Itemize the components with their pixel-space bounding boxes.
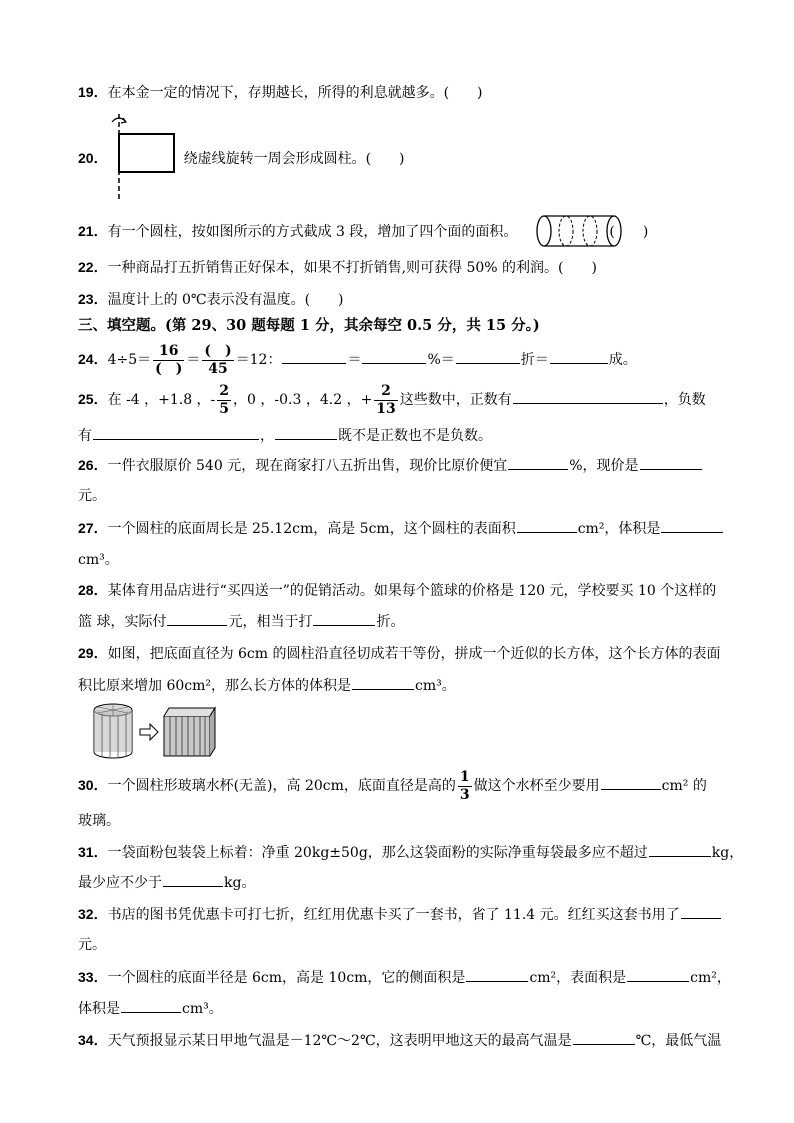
ratio-text: ＝12： <box>235 352 282 368</box>
question-text: 最少应不少于 <box>78 875 162 891</box>
question-text: 元，相当于打 <box>228 614 313 630</box>
question-22 <box>78 257 744 278</box>
question-text: 有一个圆柱，按如图所示的方式截成 3 段，增加了四个面的面积。 <box>107 224 518 240</box>
fraction-numerator: 1 <box>459 768 470 785</box>
question-30 <box>78 768 744 804</box>
question-24 <box>78 342 744 378</box>
question-number: 23． <box>78 291 108 307</box>
answer-blank[interactable] <box>681 904 721 919</box>
equals-sign: ＝ <box>186 352 201 368</box>
question-text: kg， <box>711 845 744 861</box>
question-25 <box>78 382 744 418</box>
question-text: 折。 <box>376 614 405 630</box>
question-text: 这些数中，正数有 <box>399 392 512 408</box>
fraction-numerator: 2 <box>374 383 397 401</box>
question-31-line2 <box>78 872 744 893</box>
question-number: 21． <box>78 223 108 239</box>
question-number: 22． <box>78 259 108 275</box>
question-number: 30． <box>78 777 108 793</box>
question-text: 如图，把底面直径为 6cm 的圆柱沿直径切成若干等份，拼成一个近似的长方体，这个长方体的表面 <box>107 646 721 662</box>
question-text: 绕虚线旋转一周会形成圆柱。( ) <box>183 151 405 167</box>
question-number: 32． <box>78 906 108 922</box>
cut-cylinder-figure <box>536 214 622 248</box>
question-text: 一件衣服原价 540 元，现在商家打八五折出售，现价比原价便宜 <box>107 458 508 474</box>
question-text: cm³。 <box>182 1001 223 1017</box>
answer-blank[interactable] <box>661 518 723 533</box>
fraction-2 <box>374 383 397 418</box>
fraction-denominator: 3 <box>459 786 470 803</box>
answer-blank[interactable] <box>121 998 181 1013</box>
question-text: ， <box>260 428 274 444</box>
question-text: 一个圆柱的底面半径是 6cm，高是 10cm，它的侧面积是 <box>107 970 466 986</box>
expression-lead: 4÷5＝ <box>107 352 152 368</box>
question-text: 积比原来增加 60cm²，那么长方体的体积是 <box>78 678 351 694</box>
answer-blank[interactable] <box>456 349 520 364</box>
question-27-line2 <box>78 550 744 570</box>
question-27 <box>78 518 744 539</box>
fraction-denominator: 45 <box>208 360 228 377</box>
question-number: 29． <box>78 645 108 661</box>
answer-blank[interactable] <box>508 455 568 470</box>
question-text: 一袋面粉包装袋上标着：净重 20kg±50g，那么这袋面粉的实际净重每袋最多应不超过 <box>107 845 648 861</box>
answer-paren: ( ) <box>609 224 649 240</box>
question-text: cm²，表面积是 <box>529 970 627 986</box>
question-number: 25． <box>78 391 108 407</box>
discount-text: 折＝ <box>520 352 549 368</box>
fraction-denominator: ( ) <box>155 360 183 377</box>
question-text: kg。 <box>224 875 256 891</box>
question-text: 既不是正数也不是负数。 <box>338 428 492 444</box>
question-28-line2 <box>78 611 744 632</box>
answer-blank[interactable] <box>167 611 227 626</box>
answer-blank[interactable] <box>313 611 375 626</box>
question-text: cm²， <box>690 970 731 986</box>
answer-blank[interactable] <box>601 775 661 790</box>
fraction-2 <box>202 343 233 378</box>
answer-blank[interactable] <box>649 842 711 857</box>
question-28 <box>78 580 744 601</box>
question-text: ℃，最低气温 <box>635 1033 722 1049</box>
question-text: ，负数 <box>663 392 706 408</box>
question-text: 玻璃。 <box>78 813 120 829</box>
question-21 <box>78 221 744 242</box>
tenths-text: 成。 <box>608 352 637 368</box>
answer-blank[interactable] <box>513 389 663 404</box>
fraction-numerator: 2 <box>219 382 230 399</box>
number-list-a: 在 -4 ，+1.8 ，- <box>107 392 216 408</box>
question-text: 在本金一定的情况下，存期越长，所得的利息就越多。( ) <box>107 85 483 101</box>
question-text: 做这个水杯至少要用 <box>473 778 600 794</box>
fraction-denominator: 13 <box>376 400 396 417</box>
question-text: cm²，体积是 <box>577 521 661 537</box>
question-text: 一个圆柱形玻璃水杯(无盖)，高 20cm，底面直径是高的 <box>107 778 456 794</box>
number-list-b: ，0 ，-0.3 ，4.2 ，+ <box>233 392 373 408</box>
question-29-line2 <box>78 675 744 696</box>
question-32-line2 <box>78 935 744 955</box>
question-number: 31． <box>78 844 108 860</box>
question-number: 26． <box>78 457 108 473</box>
question-number: 28． <box>78 582 108 598</box>
answer-blank[interactable] <box>352 675 414 690</box>
question-33 <box>78 967 744 988</box>
question-26 <box>78 455 744 476</box>
answer-blank[interactable] <box>275 425 337 440</box>
question-text: 元。 <box>78 937 106 953</box>
question-32 <box>78 904 744 925</box>
question-text: 有 <box>78 428 92 444</box>
equals-sign: ＝ <box>347 352 362 368</box>
question-text: cm³。 <box>415 678 456 694</box>
answer-blank[interactable] <box>550 349 608 364</box>
question-31 <box>78 842 744 863</box>
fraction-denominator: 5 <box>219 400 230 417</box>
question-number: 19． <box>78 84 108 100</box>
question-34 <box>78 1030 744 1051</box>
answer-blank[interactable] <box>517 518 577 533</box>
answer-blank[interactable] <box>93 425 259 440</box>
question-number: 34． <box>78 1032 108 1048</box>
question-number: 24． <box>78 351 108 367</box>
question-text: 温度计上的 0℃表示没有温度。( ) <box>107 292 344 308</box>
question-number: 20． <box>78 150 108 166</box>
fraction-1 <box>153 343 184 378</box>
cylinder-to-cuboid-figure <box>92 702 222 760</box>
question-number: 33． <box>78 969 108 985</box>
section-3-heading: 三、填空题。(第 29、30 题每题 1 分，其余每空 0.5 分，共 15 分。) <box>78 317 540 334</box>
answer-blank[interactable] <box>627 967 689 982</box>
question-text: 一种商品打五折销售正好保本，如果不打折销售,则可获得 50% 的利润。( ) <box>107 260 597 276</box>
question-29 <box>78 643 744 664</box>
question-26-line2 <box>78 486 744 506</box>
fraction-numerator: ( ) <box>204 342 232 359</box>
question-text: %，现价是 <box>569 458 639 474</box>
question-text: 书店的图书凭优惠卡可打七折，红红用优惠卡买了一套书，省了 11.4 元。红红买这套书用了 <box>107 907 680 923</box>
answer-blank[interactable] <box>573 1030 635 1045</box>
question-20 <box>78 148 744 169</box>
question-23 <box>78 289 744 310</box>
question-text: 篮 球，实际付 <box>78 614 167 630</box>
question-number: 27． <box>78 520 108 536</box>
question-text: 某体育用品店进行“买四送一”的促销活动。如果每个篮球的价格是 120 元，学校要买 10 个这样的 <box>107 583 717 599</box>
answer-blank[interactable] <box>362 349 426 364</box>
question-30-line2 <box>78 811 744 831</box>
fraction-numerator: 16 <box>153 343 184 361</box>
question-33-line2 <box>78 998 744 1019</box>
question-text: 体积是 <box>78 1001 120 1017</box>
question-19 <box>78 82 744 103</box>
question-text: 元。 <box>78 488 106 504</box>
fraction-one-third <box>458 769 472 804</box>
question-text: cm³。 <box>78 552 119 568</box>
question-text: 一个圆柱的底面周长是 25.12cm，高是 5cm，这个圆柱的表面积 <box>107 521 516 537</box>
fraction-1 <box>217 383 231 418</box>
question-text: 天气预报显示某日甲地气温是－12℃～2℃，这表明甲地这天的最高气温是 <box>107 1033 572 1049</box>
question-text: cm² 的 <box>661 778 707 794</box>
percent-text: %＝ <box>427 352 455 368</box>
answer-blank[interactable] <box>466 967 528 982</box>
answer-blank[interactable] <box>640 455 702 470</box>
answer-blank[interactable] <box>163 872 223 887</box>
answer-blank[interactable] <box>282 349 346 364</box>
question-25-line2 <box>78 425 744 446</box>
